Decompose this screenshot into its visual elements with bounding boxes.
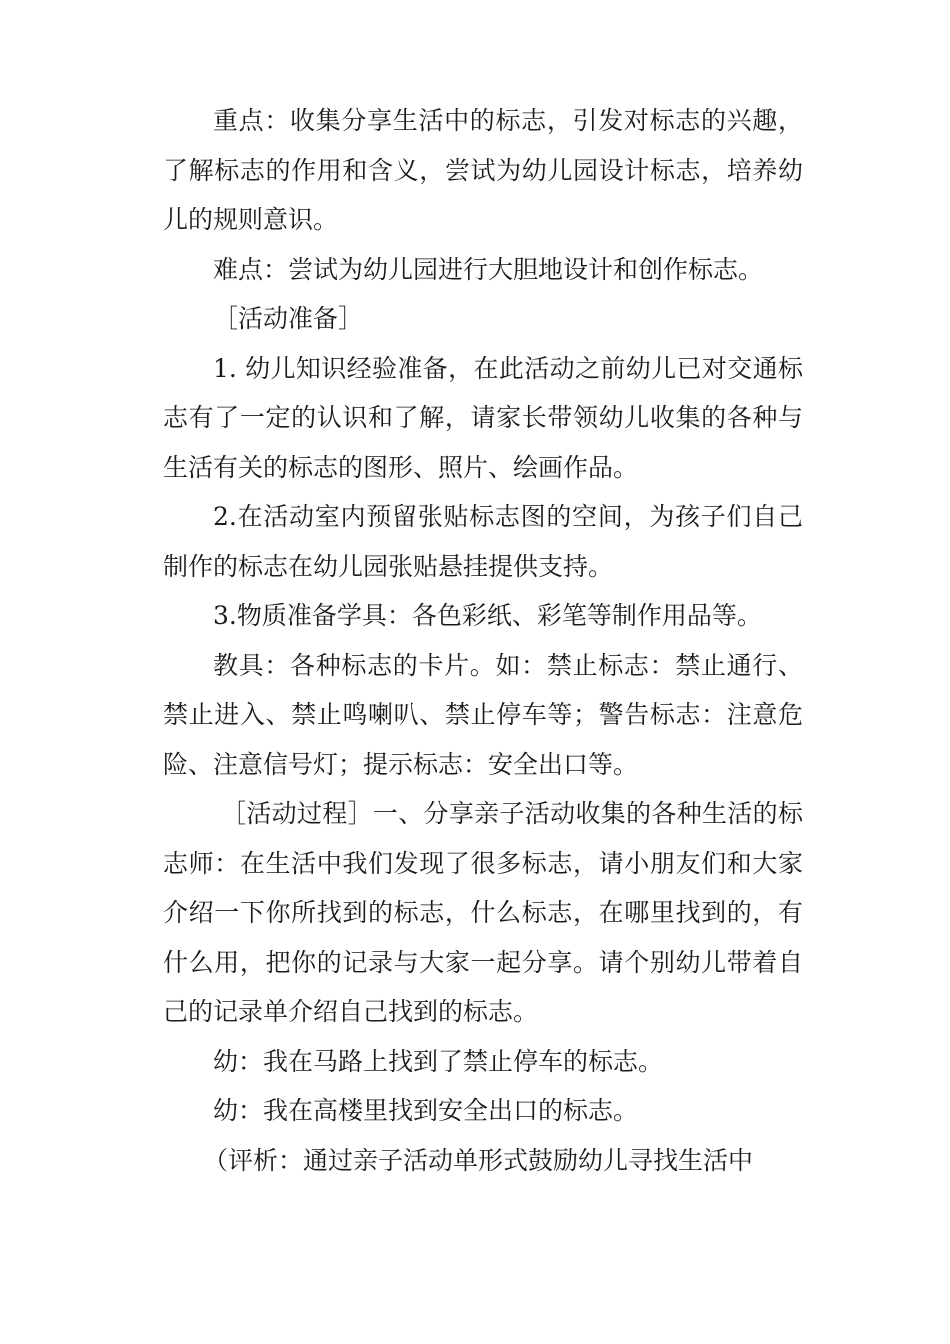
paragraph-child-reply-2: 幼：我在高楼里找到安全出口的标志。 <box>213 1096 639 1125</box>
document-body <box>163 96 803 1185</box>
paragraph-prep-3: 3.物质准备学具：各色彩纸、彩笔等制作用品等。 <box>213 601 762 630</box>
paragraph-prep-1: 1. 幼儿知识经验准备，在此活动之前幼儿已对交通标志有了一定的认识和了解，请家长带领幼儿收集的各种与生活有关的标志的图形、照片、绘画作品。 <box>163 353 803 482</box>
paragraph-child-reply-1: 幼：我在马路上找到了禁止停车的标志。 <box>213 1046 664 1076</box>
paragraph-activity-process: ［活动过程］一、分享亲子活动收集的各种生活的标志师：在生活中我们发现了很多标志，请小朋友们和大家介绍一下你所找到的标志，什么标志，在哪里找到的，有什么用，把你的记录与大家一起分享。请个别幼儿带着自己的记录单介绍自己找到的标志。 <box>163 799 803 1026</box>
paragraph-key-points: 重点：收集分享生活中的标志，引发对标志的兴趣，了解标志的作用和含义，尝试为幼儿园设计标志，培养幼儿的规则意识。 <box>163 106 803 234</box>
paragraph-difficulties: 难点：尝试为幼儿园进行大胆地设计和创作标志。 <box>213 254 764 284</box>
paragraph-teaching-aids: 教具：各种标志的卡片。如：禁止标志：禁止通行、禁止进入、禁止鸣喇叭、禁止停车等；警告标志：注意危险、注意信号灯；提示标志：安全出口等。 <box>163 650 803 779</box>
paragraph-analysis: （评析：通过亲子活动单形式鼓励幼儿寻找生活中 <box>203 1145 754 1175</box>
section-heading-preparation: ［活动准备］ <box>213 304 364 333</box>
paragraph-prep-2: 2.在活动室内预留张贴标志图的空间，为孩子们自己制作的标志在幼儿园张贴悬挂提供支持。 <box>163 502 803 581</box>
